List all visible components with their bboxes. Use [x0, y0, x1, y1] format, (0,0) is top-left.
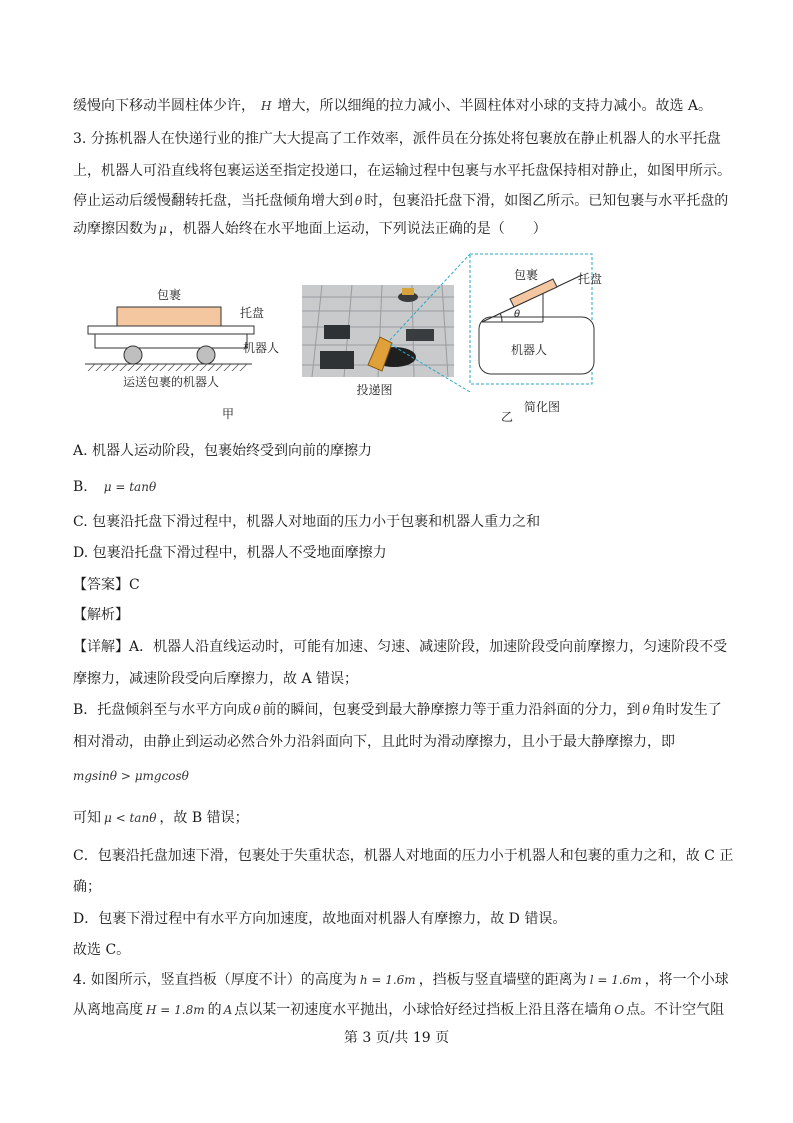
robot-body — [95, 334, 247, 348]
figure-jia — [80, 285, 280, 421]
math-H: H = 1.8m — [146, 1003, 205, 1017]
label-package: 包裹 — [156, 288, 182, 302]
text-segment: 角时发生了 — [651, 702, 722, 718]
math-theta: θ — [642, 703, 650, 717]
label-jia: 甲 — [221, 407, 235, 421]
option-c: C. 包裹沿托盘下滑过程中，机器人对地面的压力小于包裹和机器人重力之和 — [73, 514, 541, 530]
page-footer: 第 3 页/共 19 页 — [343, 1030, 450, 1046]
tray-plate — [88, 326, 254, 334]
text-segment: ，将一个小球 — [644, 972, 729, 988]
label-tray: 托盘 — [240, 306, 265, 320]
drop-slot — [320, 351, 354, 369]
text-segment: 增大，所以细绳的拉力减小、半圆柱体对小球的支持力减小。故选 A。 — [277, 98, 713, 114]
detail-c-line-1: C．包裹沿托盘加速下滑，包裹处于失重状态，机器人对地面的压力小于机器人和包裹的重力之和，故 C 正 — [73, 848, 734, 864]
text-segment: 动摩擦因数为 — [73, 221, 157, 237]
text-segment: 从离地高度 — [73, 1002, 143, 1018]
text-segment: 时，包裹沿托盘下滑，如图乙所示。已知包裹与水平托盘的 — [364, 193, 729, 209]
photo-caption: 投递图 — [356, 383, 393, 397]
detail-b-line-1 — [73, 700, 722, 720]
text-segment: 的 — [207, 1002, 222, 1018]
wheel-left — [124, 346, 142, 364]
text-segment: 点以某一初速度水平抛出，小球恰好经过挡板上沿且落在墙角 — [234, 1002, 613, 1018]
question-3-line-1: 3. 分拣机器人在快递行业的推广大大提高了工作效率，派件员在分拣处将包裹放在静止机器人的水平托盘 — [73, 131, 721, 147]
text-segment: 4. 如图所示，竖直挡板（厚度不计）的高度为 — [73, 972, 357, 988]
math-A: A — [223, 1003, 233, 1017]
math-h: h = 1.6m — [359, 973, 416, 987]
option-b — [73, 477, 156, 497]
question-4-line-2 — [73, 1000, 724, 1020]
label-theta: θ — [514, 309, 521, 320]
math-mu: μ — [159, 222, 167, 236]
detail-a-line-1: 【详解】A．机器人沿直线运动时，可能有加速、匀速、减速阶段，加速阶段受向前摩擦力，匀速阶段不受 — [73, 639, 728, 655]
detail-b-formula: mgsinθ > μmgcosθ — [73, 769, 189, 783]
text-segment: 停止运动后缓慢翻转托盘，当托盘倾角增大到 — [73, 193, 353, 209]
detail-c-line-2: 确； — [73, 879, 101, 895]
label-yi: 乙 — [500, 410, 514, 424]
question-4-line-1 — [73, 970, 729, 990]
math-l: l = 1.6m — [589, 973, 642, 987]
math-theta: θ — [253, 703, 261, 717]
option-a: A. 机器人运动阶段，包裹始终受到向前的摩擦力 — [73, 443, 373, 459]
detail-b-conclusion — [73, 808, 249, 828]
text-segment: 点。不计空气阻 — [626, 1002, 725, 1018]
caption-jia: 运送包裹的机器人 — [122, 375, 220, 389]
wheel-right — [197, 346, 215, 364]
text-segment: ，挡板与竖直墙壁的距离为 — [418, 972, 587, 988]
text-segment: 可知 — [73, 810, 101, 826]
figure-yi — [469, 253, 603, 424]
math-inequality: μ < tanθ — [104, 811, 157, 825]
text-segment: 缓慢向下移动半圆柱体少许， — [73, 98, 255, 114]
package-tilted — [510, 279, 557, 307]
label-package-yi: 包裹 — [514, 268, 539, 282]
text-segment: B．托盘倾斜至与水平方向成 — [73, 702, 252, 718]
detail-d: D．包裹下滑过程中有水平方向加速度，故地面对机器人有摩擦力，故 D 错误。 — [73, 911, 567, 927]
option-b-formula: μ = tanθ — [103, 480, 157, 494]
detail-a-line-2: 摩擦力，减速阶段受向后摩擦力，故 A 错误； — [73, 671, 359, 687]
text-segment: ，故 B 错误； — [159, 810, 249, 826]
math-O: O — [614, 1003, 625, 1017]
question-3-line-2: 上，机器人可沿直线将包裹运送至指定投递口，在运输过程中包裹与水平托盘保持相对静止，如图甲所示。 — [73, 163, 731, 179]
math-theta: θ — [355, 194, 363, 208]
label-robot-yi: 机器人 — [510, 343, 548, 357]
text-segment: 前的瞬间，包裹受到最大静摩擦力等于重力沿斜面的分力，到 — [262, 702, 641, 718]
label-robot: 机器人 — [243, 341, 280, 355]
text-segment: ，机器人始终在水平地面上运动，下列说法正确的是（ ） — [168, 221, 547, 237]
option-b-label: B. — [73, 479, 88, 495]
option-d: D. 包裹沿托盘下滑过程中，机器人不受地面摩擦力 — [73, 545, 387, 561]
select-answer: 故选 C。 — [73, 942, 131, 958]
ground-hatching — [88, 364, 247, 371]
label-tray-yi: 托盘 — [578, 272, 603, 286]
detail-b-line-2: 相对滑动，由静止到运动必然合外力沿斜面向下，且此时为滑动摩擦力，且小于最大静摩擦力，即 — [73, 734, 675, 750]
question-3-line-3 — [73, 191, 728, 211]
drop-slot — [324, 325, 350, 339]
math-var-H: H — [261, 99, 272, 113]
answer: 【答案】C — [73, 577, 140, 593]
caption-yi: 简化图 — [523, 400, 561, 414]
text-line-1 — [73, 96, 712, 116]
question-3-line-4 — [73, 219, 547, 239]
package-box — [117, 307, 221, 326]
analysis-heading: 【解析】 — [73, 607, 129, 623]
